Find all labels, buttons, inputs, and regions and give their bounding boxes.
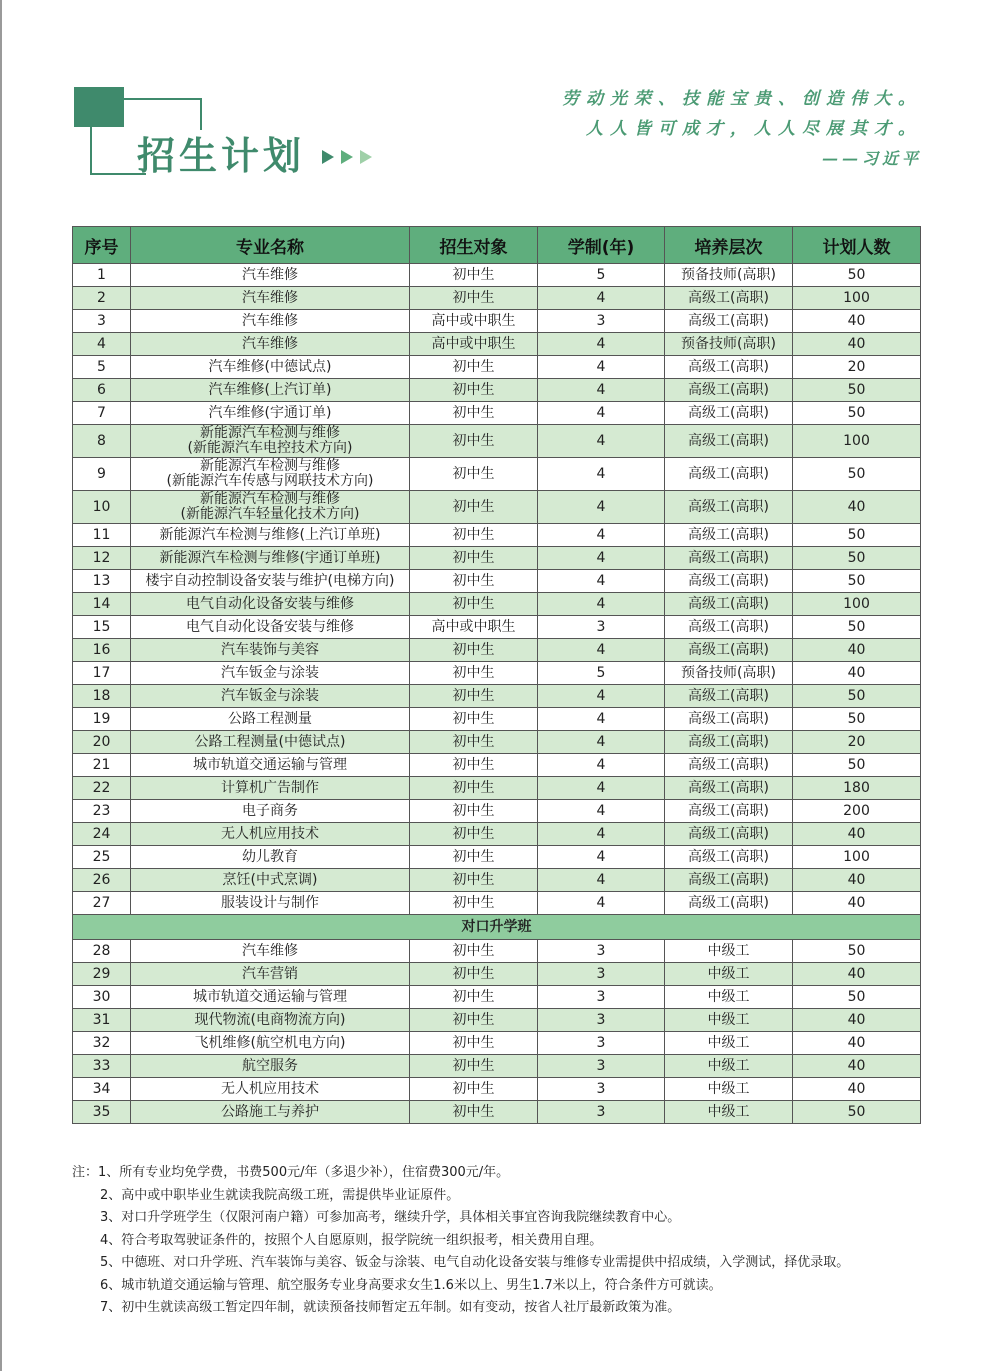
table-cell: 3: [73, 310, 131, 333]
section-title: 对口升学班: [73, 915, 921, 940]
table-cell: 公路工程测量: [131, 708, 410, 731]
table-cell: 50: [793, 458, 921, 491]
table-cell: 新能源汽车检测与维修(上汽订单班): [131, 524, 410, 547]
table-cell: 18: [73, 685, 131, 708]
table-cell: 初中生: [410, 458, 538, 491]
table-cell: 6: [73, 379, 131, 402]
table-cell: 50: [793, 570, 921, 593]
table-cell: 13: [73, 570, 131, 593]
table-cell: 35: [73, 1101, 131, 1124]
table-cell: 中级工: [665, 1101, 793, 1124]
table-cell: 高级工(高职): [665, 639, 793, 662]
table-cell: 50: [793, 940, 921, 963]
table-cell: 25: [73, 846, 131, 869]
table-cell: 20: [793, 731, 921, 754]
table-cell: 29: [73, 963, 131, 986]
table-cell: 汽车装饰与美容: [131, 639, 410, 662]
table-cell: 汽车营销: [131, 963, 410, 986]
column-header: 专业名称: [131, 227, 410, 264]
table-cell: 3: [538, 986, 665, 1009]
table-cell: 1: [73, 264, 131, 287]
table-cell: 初中生: [410, 986, 538, 1009]
table-cell: 初中生: [410, 547, 538, 570]
table-cell: 4: [538, 458, 665, 491]
table-cell: 高级工(高职): [665, 310, 793, 333]
table-cell: 4: [538, 491, 665, 524]
table-cell: 电气自动化设备安装与维修: [131, 616, 410, 639]
table-cell: 中级工: [665, 1055, 793, 1078]
table-cell: 27: [73, 892, 131, 915]
table-cell: 初中生: [410, 963, 538, 986]
table-row: [73, 333, 921, 356]
table-cell: 汽车钣金与涂装: [131, 685, 410, 708]
table-row: [73, 425, 921, 458]
table-cell: 4: [538, 593, 665, 616]
table-cell: 40: [793, 963, 921, 986]
table-cell: 初中生: [410, 379, 538, 402]
table-cell: 无人机应用技术: [131, 1078, 410, 1101]
table-cell: 高级工(高职): [665, 491, 793, 524]
table-cell: 高级工(高职): [665, 754, 793, 777]
table-cell: 50: [793, 379, 921, 402]
table-cell: 服装设计与制作: [131, 892, 410, 915]
table-cell: 高中或中职生: [410, 310, 538, 333]
table-cell: 初中生: [410, 754, 538, 777]
table-cell: 高级工(高职): [665, 777, 793, 800]
table-cell: 高级工(高职): [665, 547, 793, 570]
table-cell: 中级工: [665, 963, 793, 986]
table-cell: 初中生: [410, 356, 538, 379]
table-cell: [131, 458, 410, 491]
table-cell: 高级工(高职): [665, 425, 793, 458]
table-cell: 40: [793, 1032, 921, 1055]
table-cell: 3: [538, 1009, 665, 1032]
note-item: 7、初中生就读高级工暂定四年制，就读预备技师暂定五年制。如有变动，按省人社厅最新政策为准。: [100, 1300, 681, 1315]
table-cell: 高级工(高职): [665, 846, 793, 869]
table-cell: 23: [73, 800, 131, 823]
table-cell: 中级工: [665, 986, 793, 1009]
table-row: [73, 685, 921, 708]
table-cell: 汽车维修: [131, 940, 410, 963]
note-item: 4、符合考取驾驶证条件的，按照个人自愿原则，报学院统一组织报考，相关费用自理。: [100, 1232, 603, 1248]
table-cell: 5: [538, 662, 665, 685]
table-row: [73, 491, 921, 524]
column-header: 招生对象: [410, 227, 538, 264]
table-row: [73, 287, 921, 310]
table-cell: 180: [793, 777, 921, 800]
table-cell: 现代物流(电商物流方向): [131, 1009, 410, 1032]
table-row: [73, 1009, 921, 1032]
note-item: 2、高中或中职毕业生就读我院高级工班，需提供毕业证原件。: [100, 1187, 460, 1203]
table-cell: 烹饪(中式烹调): [131, 869, 410, 892]
table-cell: 电子商务: [131, 800, 410, 823]
table-cell: 初中生: [410, 1032, 538, 1055]
table-cell: 中级工: [665, 1009, 793, 1032]
table-row: [73, 356, 921, 379]
table-row: [73, 639, 921, 662]
table-cell: 汽车维修: [131, 264, 410, 287]
column-header: 序号: [73, 227, 131, 264]
table-cell: 28: [73, 940, 131, 963]
table-cell: 城市轨道交通运输与管理: [131, 754, 410, 777]
table-cell: 4: [538, 639, 665, 662]
table-cell: 4: [538, 379, 665, 402]
table-cell: 14: [73, 593, 131, 616]
table-row: [73, 1078, 921, 1101]
table-cell: 30: [73, 986, 131, 1009]
table-cell: 初中生: [410, 1078, 538, 1101]
table-row: [73, 754, 921, 777]
table-cell: 初中生: [410, 800, 538, 823]
table-cell: 初中生: [410, 1009, 538, 1032]
table-cell: 高级工(高职): [665, 616, 793, 639]
table-cell: 高级工(高职): [665, 458, 793, 491]
table-cell: 高级工(高职): [665, 892, 793, 915]
table-cell: 初中生: [410, 685, 538, 708]
table-cell: 高级工(高职): [665, 356, 793, 379]
table-row: [73, 1101, 921, 1124]
table-cell: 高级工(高职): [665, 379, 793, 402]
table-cell: 初中生: [410, 491, 538, 524]
table-cell: 100: [793, 287, 921, 310]
table-cell: 幼儿教育: [131, 846, 410, 869]
table-row: [73, 963, 921, 986]
table-row: [73, 777, 921, 800]
table-cell: 4: [538, 777, 665, 800]
major-direction: (新能源汽车轻量化技术方向): [180, 506, 360, 522]
table-cell: 初中生: [410, 892, 538, 915]
enrollment-plan-table: [72, 226, 921, 1124]
table-cell: 50: [793, 616, 921, 639]
table-cell: 50: [793, 685, 921, 708]
page-left-border: [0, 0, 2, 1371]
table-cell: 汽车维修: [131, 333, 410, 356]
table-cell: 15: [73, 616, 131, 639]
table-row: [73, 892, 921, 915]
table-cell: 高中或中职生: [410, 616, 538, 639]
slogan-quote: [562, 84, 922, 174]
table-cell: 26: [73, 869, 131, 892]
table-cell: 汽车维修: [131, 310, 410, 333]
table-cell: 初中生: [410, 708, 538, 731]
table-cell: 4: [538, 524, 665, 547]
table-cell: 高级工(高职): [665, 524, 793, 547]
table-row: [73, 547, 921, 570]
table-cell: 高级工(高职): [665, 685, 793, 708]
table-cell: 17: [73, 662, 131, 685]
table-cell: 预备技师(高职): [665, 264, 793, 287]
table-cell: 32: [73, 1032, 131, 1055]
table-cell: 50: [793, 708, 921, 731]
table-cell: 4: [538, 333, 665, 356]
table-row: [73, 1032, 921, 1055]
table-cell: 初中生: [410, 425, 538, 458]
table-cell: 汽车维修(宇通订单): [131, 402, 410, 425]
table-cell: 100: [793, 425, 921, 458]
table-cell: 40: [793, 1055, 921, 1078]
table-cell: 5: [73, 356, 131, 379]
table-cell: 中级工: [665, 1078, 793, 1101]
table-row: [73, 616, 921, 639]
table-cell: 9: [73, 458, 131, 491]
table-cell: 高级工(高职): [665, 708, 793, 731]
table-cell: 3: [538, 616, 665, 639]
table-row: [73, 846, 921, 869]
note-item: 6、城市轨道交通运输与管理、航空服务专业身高要求女生1.6米以上、男生1.7米以上，符合条件方可就读。: [100, 1277, 722, 1293]
table-cell: 高级工(高职): [665, 287, 793, 310]
table-cell: 3: [538, 940, 665, 963]
table-cell: 初中生: [410, 1055, 538, 1078]
table-cell: 4: [538, 570, 665, 593]
table-cell: 3: [538, 1078, 665, 1101]
column-header: 培养层次: [665, 227, 793, 264]
table-cell: 初中生: [410, 264, 538, 287]
table-row: [73, 264, 921, 287]
table-cell: 3: [538, 310, 665, 333]
table-cell: 4: [73, 333, 131, 356]
table-cell: 初中生: [410, 869, 538, 892]
section-row: [73, 915, 921, 940]
table-cell: 10: [73, 491, 131, 524]
table-cell: 3: [538, 963, 665, 986]
table-cell: 新能源汽车检测与维修(宇通订单班): [131, 547, 410, 570]
table-cell: 初中生: [410, 1101, 538, 1124]
table-cell: 24: [73, 823, 131, 846]
table-cell: 公路工程测量(中德试点): [131, 731, 410, 754]
table-cell: 50: [793, 1101, 921, 1124]
table-row: [73, 1055, 921, 1078]
table-cell: 初中生: [410, 570, 538, 593]
table-cell: 2: [73, 287, 131, 310]
column-header: 学制(年): [538, 227, 665, 264]
table-cell: 初中生: [410, 593, 538, 616]
table-row: [73, 869, 921, 892]
note-item: 注：1、所有专业均免学费，书费500元/年（多退少补），住宿费300元/年。: [72, 1165, 510, 1180]
table-cell: 汽车维修: [131, 287, 410, 310]
table-cell: 40: [793, 823, 921, 846]
table-cell: 40: [793, 639, 921, 662]
table-cell: 50: [793, 264, 921, 287]
table-cell: 12: [73, 547, 131, 570]
table-cell: 初中生: [410, 639, 538, 662]
table-cell: 城市轨道交通运输与管理: [131, 986, 410, 1009]
table-row: [73, 940, 921, 963]
notes-section: [72, 1162, 952, 1320]
page-title: 招生计划: [137, 134, 306, 178]
table-row: [73, 402, 921, 425]
table-cell: 20: [73, 731, 131, 754]
quote-author: ——习近平: [821, 149, 922, 168]
table-cell: 8: [73, 425, 131, 458]
table-cell: 初中生: [410, 524, 538, 547]
table-row: [73, 593, 921, 616]
table-cell: 4: [538, 547, 665, 570]
table-cell: 4: [538, 869, 665, 892]
table-cell: 公路施工与养护: [131, 1101, 410, 1124]
table-cell: 初中生: [410, 846, 538, 869]
table-cell: 7: [73, 402, 131, 425]
table-cell: 4: [538, 425, 665, 458]
table-cell: 40: [793, 333, 921, 356]
table-cell: [131, 491, 410, 524]
table-cell: 汽车钣金与涂装: [131, 662, 410, 685]
table-cell: 航空服务: [131, 1055, 410, 1078]
table-cell: 3: [538, 1055, 665, 1078]
table-cell: 11: [73, 524, 131, 547]
table-cell: 初中生: [410, 823, 538, 846]
table-row: [73, 570, 921, 593]
major-direction: (新能源汽车传感与网联技术方向): [166, 473, 374, 489]
table-cell: 34: [73, 1078, 131, 1101]
table-cell: 中级工: [665, 1032, 793, 1055]
table-cell: 4: [538, 800, 665, 823]
table-cell: 无人机应用技术: [131, 823, 410, 846]
table-cell: 高中或中职生: [410, 333, 538, 356]
table-cell: 100: [793, 593, 921, 616]
table-header-row: [73, 227, 921, 264]
quote-line: 劳动光荣、技能宝贵、创造伟大。: [562, 89, 922, 109]
note-item: 3、对口升学班学生（仅限河南户籍）可参加高考，继续升学，具体相关事宜咨询我院继续教育中心。: [100, 1210, 681, 1225]
table-cell: 31: [73, 1009, 131, 1032]
table-cell: 16: [73, 639, 131, 662]
table-cell: 高级工(高职): [665, 731, 793, 754]
table-row: [73, 986, 921, 1009]
table-row: [73, 708, 921, 731]
table-cell: 100: [793, 846, 921, 869]
table-cell: 4: [538, 823, 665, 846]
table-cell: 40: [793, 662, 921, 685]
table-cell: 50: [793, 754, 921, 777]
table-cell: 200: [793, 800, 921, 823]
table-cell: 高级工(高职): [665, 800, 793, 823]
table-cell: 40: [793, 1078, 921, 1101]
table-cell: 4: [538, 892, 665, 915]
table-cell: 40: [793, 1009, 921, 1032]
table-row: [73, 379, 921, 402]
table-row: [73, 731, 921, 754]
table-cell: 20: [793, 356, 921, 379]
table-cell: 楼宇自动控制设备安装与维护(电梯方向): [131, 570, 410, 593]
table-cell: 33: [73, 1055, 131, 1078]
major-name: 新能源汽车检测与维修: [200, 491, 340, 507]
table-row: [73, 823, 921, 846]
table-row: [73, 662, 921, 685]
column-header: 计划人数: [793, 227, 921, 264]
table-cell: 中级工: [665, 940, 793, 963]
table-cell: 计算机广告制作: [131, 777, 410, 800]
table-cell: 4: [538, 287, 665, 310]
table-cell: 19: [73, 708, 131, 731]
major-direction: (新能源汽车电控技术方向): [187, 440, 353, 456]
table-cell: 飞机维修(航空机电方向): [131, 1032, 410, 1055]
table-cell: 40: [793, 869, 921, 892]
table-cell: 预备技师(高职): [665, 333, 793, 356]
table-cell: 高级工(高职): [665, 823, 793, 846]
table-cell: 预备技师(高职): [665, 662, 793, 685]
table-cell: 5: [538, 264, 665, 287]
table-cell: 40: [793, 892, 921, 915]
table-cell: 40: [793, 491, 921, 524]
table-row: [73, 458, 921, 491]
table-cell: 初中生: [410, 777, 538, 800]
table-cell: 初中生: [410, 731, 538, 754]
table-cell: 高级工(高职): [665, 402, 793, 425]
table-cell: 初中生: [410, 940, 538, 963]
table-cell: 汽车维修(中德试点): [131, 356, 410, 379]
table-cell: 4: [538, 356, 665, 379]
table-cell: 3: [538, 1032, 665, 1055]
quote-line: 人人皆可成才，人人尽展其才。: [586, 119, 922, 139]
table-cell: 初中生: [410, 662, 538, 685]
table-cell: 初中生: [410, 287, 538, 310]
major-name: 新能源汽车检测与维修: [200, 458, 340, 474]
table-cell: 4: [538, 708, 665, 731]
table-cell: 50: [793, 524, 921, 547]
table-cell: 4: [538, 754, 665, 777]
table-cell: 21: [73, 754, 131, 777]
table-cell: 50: [793, 547, 921, 570]
table-cell: 4: [538, 846, 665, 869]
table-cell: 4: [538, 402, 665, 425]
table-cell: 高级工(高职): [665, 570, 793, 593]
table-cell: 汽车维修(上汽订单): [131, 379, 410, 402]
table-cell: 22: [73, 777, 131, 800]
table-cell: 电气自动化设备安装与维修: [131, 593, 410, 616]
table-cell: 4: [538, 685, 665, 708]
table-row: [73, 800, 921, 823]
table-row: [73, 524, 921, 547]
note-item: 5、中德班、对口升学班、汽车装饰与美容、钣金与涂装、电气自动化设备安装与维修专业需提供中招成绩，入学测试，择优录取。: [100, 1255, 850, 1270]
table-cell: 初中生: [410, 402, 538, 425]
table-cell: 50: [793, 986, 921, 1009]
table-cell: 高级工(高职): [665, 593, 793, 616]
major-name: 新能源汽车检测与维修: [200, 425, 340, 441]
table-row: [73, 310, 921, 333]
table-cell: [131, 425, 410, 458]
table-cell: 40: [793, 310, 921, 333]
table-cell: 高级工(高职): [665, 869, 793, 892]
table-cell: 50: [793, 402, 921, 425]
triple-arrow-icon: [322, 148, 382, 166]
table-cell: 3: [538, 1101, 665, 1124]
table-cell: 4: [538, 731, 665, 754]
